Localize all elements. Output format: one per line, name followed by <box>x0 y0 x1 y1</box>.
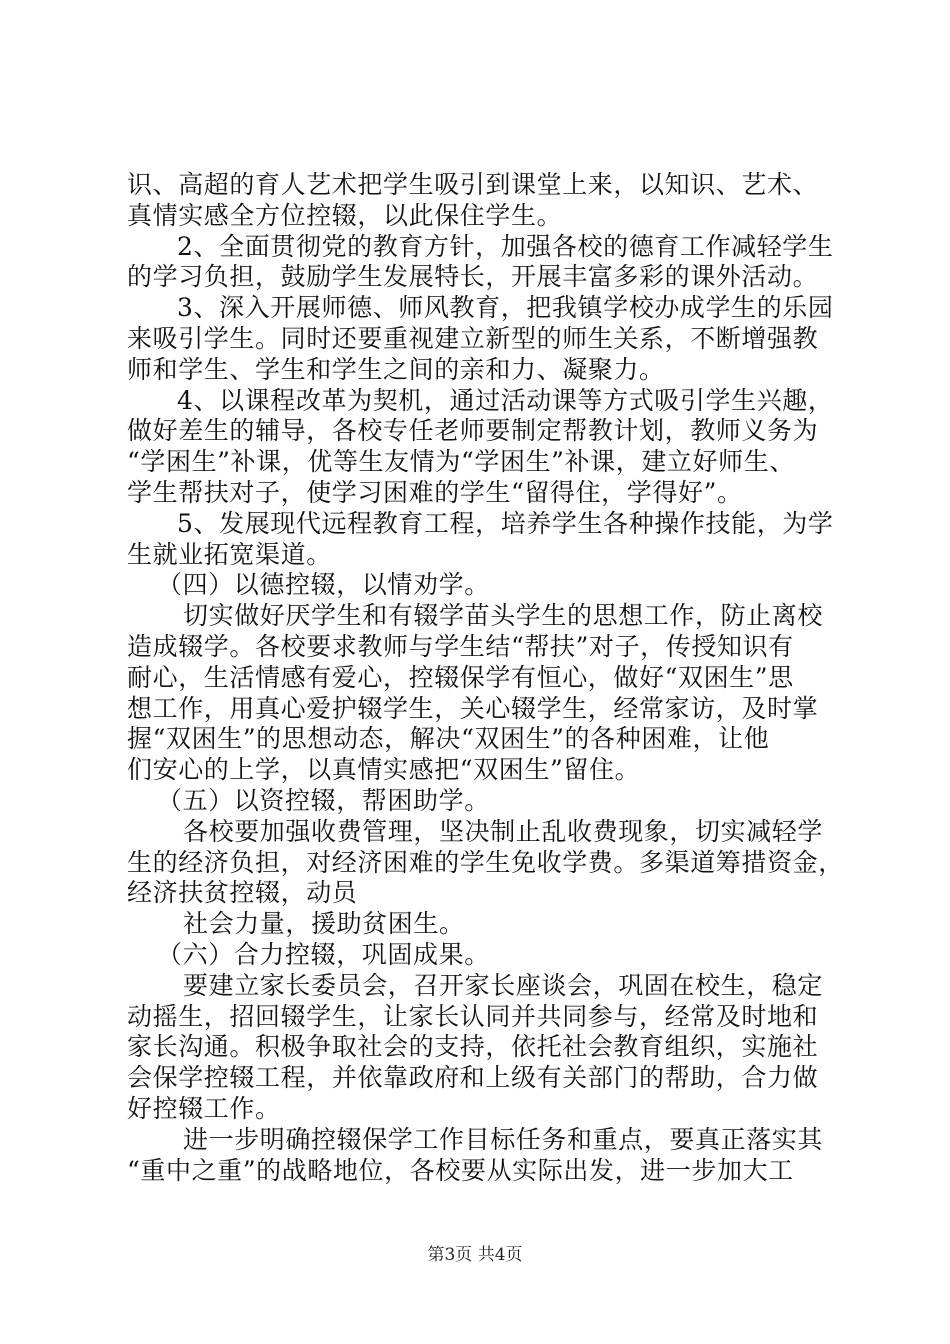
text-line: 动摇生，招回辍学生，让家长认同并共同参与，经常及时地和 <box>127 1001 819 1031</box>
text-line: 的学习负担，鼓励学生发展特长，开展丰富多彩的课外活动。 <box>127 262 819 292</box>
text-line: 进一步明确控辍保学工作目标任务和重点，要真正落实其 <box>183 1124 824 1154</box>
text-line: 造成辍学。各校要求教师与学生结“帮扶”对子，传授知识有 <box>127 631 794 661</box>
text-line: “学困生”补课，优等生友情为“学困生”补课，建立好师生、 <box>127 447 795 477</box>
text-line: 5、发展现代远程教育工程，培养学生各种操作技能，为学 <box>177 508 834 538</box>
text-line: 会保学控辍工程，并依靠政府和上级有关部门的帮助，合力做 <box>127 1063 819 1093</box>
document-body <box>127 170 844 1186</box>
text-line: 想工作，用真心爱护辍学生，关心辍学生，经常家访，及时掌 <box>127 693 819 723</box>
text-line: 生的经济负担，对经济困难的学生免收学费。多渠道筹措资金， <box>127 847 844 877</box>
text-line: 做好差生的辅导，各校专任老师要制定帮教计划，教师义务为 <box>127 416 819 446</box>
section-heading: （四）以德控辍，以情劝学。 <box>157 570 490 600</box>
page-number: 第3页 共4页 <box>427 1245 523 1265</box>
text-line: 学生帮扶对子，使学习困难的学生“留得住，学得好”。 <box>127 477 743 507</box>
text-line: 社会力量，援助贫困生。 <box>183 909 465 939</box>
section-heading: （五）以资控辍，帮困助学。 <box>157 785 490 815</box>
text-line: “重中之重”的战略地位，各校要从实际出发，进一步加大工 <box>127 1155 794 1185</box>
text-line: 师和学生、学生和学生之间的亲和力、凝聚力。 <box>127 354 665 384</box>
text-line: 握“双困生”的思想动态，解决“双困生”的各种困难，让他 <box>127 724 770 754</box>
text-line: 经济扶贫控辍，动员 <box>127 878 358 908</box>
text-line: 2、全面贯彻党的教育方针，加强各校的德育工作减轻学生 <box>177 231 834 261</box>
text-line: 切实做好厌学生和有辍学苗头学生的思想工作，防止离校 <box>183 601 824 631</box>
text-line: 来吸引学生。同时还要重视建立新型的师生关系，不断增强教 <box>127 323 819 353</box>
text-line: 真情实感全方位控辍，以此保住学生。 <box>127 200 563 230</box>
text-line: 们安心的上学，以真情实感把“双困生”留住。 <box>127 755 641 785</box>
text-line: 生就业拓宽渠道。 <box>127 539 332 569</box>
text-line: 各校要加强收费管理，坚决制止乱收费现象，切实减轻学 <box>183 816 824 846</box>
text-line: 识、高超的育人艺术把学生吸引到课堂上来，以知识、艺术、 <box>127 170 819 199</box>
section-heading: （六）合力控辍，巩固成果。 <box>157 939 490 969</box>
text-line: 4、以课程改革为契机，通过活动课等方式吸引学生兴趣， <box>177 385 834 415</box>
text-line: 耐心，生活情感有爱心，控辍保学有恒心，做好“双困生”思 <box>127 662 794 692</box>
text-line: 家长沟通。积极争取社会的支持，依托社会教育组织，实施社 <box>127 1032 819 1062</box>
text-line: 好控辍工作。 <box>127 1093 281 1123</box>
text-line: 3、深入开展师德、师风教育，把我镇学校办成学生的乐园 <box>177 293 834 323</box>
text-line: 要建立家长委员会，召开家长座谈会，巩固在校生，稳定 <box>183 970 824 1000</box>
